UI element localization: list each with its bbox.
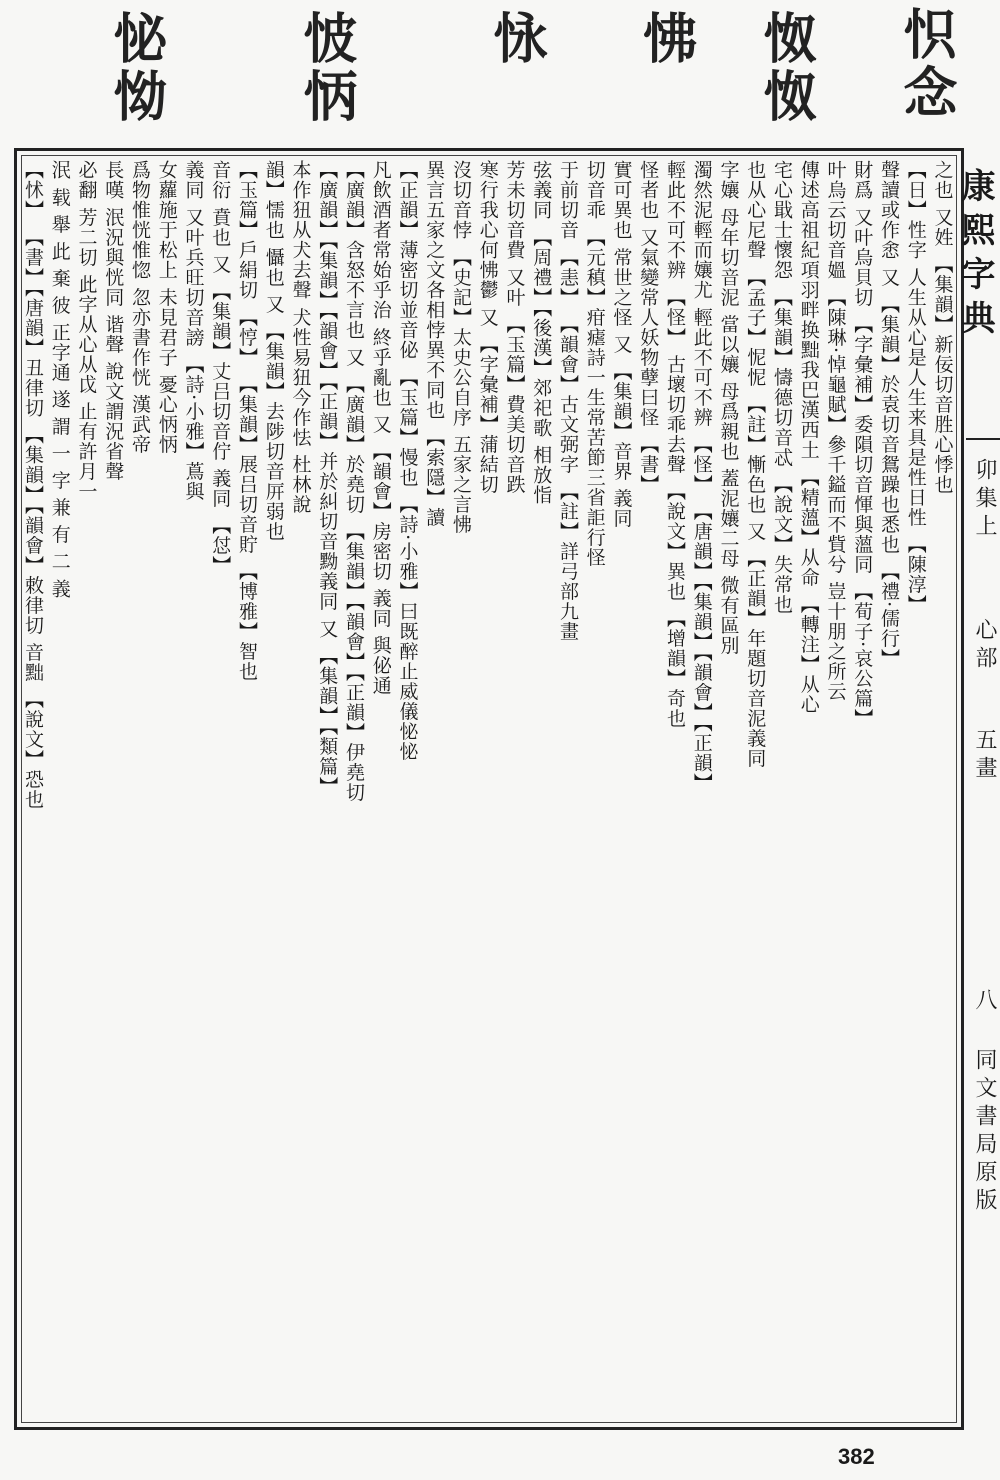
text-column: 本作狃从犬去聲 犬性易狃今作怯 杜林說	[289, 160, 312, 515]
text-column: 芳未切音費 又叶 【玉篇】費美切音跌	[503, 160, 526, 495]
collection-label: 卯集上	[972, 458, 997, 542]
strokes-label: 五畫	[972, 728, 997, 784]
text-column: 義同 又叶兵旺切音謗 【詩·小雅】蔦與	[182, 160, 205, 502]
text-column: 寒行我心何怫鬱 又 【字彙補】蒲結切	[476, 160, 499, 495]
text-column: 宅心戢士懷怨 【集韻】懤德切音忒 【說文】失常也	[771, 160, 793, 615]
radical-label: 心部	[972, 618, 997, 674]
text-column: 異言五家之文各相悖異不同也 【索隱】讀	[423, 160, 446, 528]
text-column: 濁然泥輕而孃尤 輕此不可不辨 【怪】 【唐韻】【集韻】【韻會】【正韻】	[690, 160, 713, 793]
text-column: 沒切音悖 【史記】太史公自序 五家之言怫	[450, 160, 472, 535]
text-column: 聲讀或作悆 又 【集韻】於袁切音鴛躁也悉也 【禮·儒行】	[878, 160, 900, 669]
text-column: 凡飲酒者常始乎治 終乎亂也 又 【韻會】房密切 義同 與佖通	[369, 160, 392, 696]
text-column: 女蘿施于松上 未見君子 憂心怲怲	[155, 160, 178, 455]
publisher-label: 同文書局原版	[972, 1048, 997, 1216]
text-column: 【日】性字 人生从心是人生来具是性日性 【陳淳】	[904, 160, 927, 615]
text-column: 字孃 母年切音泥 當以孃 母爲親也 蓋泥孃二母 微有區別	[717, 160, 740, 656]
side-banner	[955, 148, 1000, 1430]
text-column: 【怵】 【書】【唐韻】丑律切 【集韻】【韻會】敕律切 音黜 【說文】恐也	[22, 160, 44, 810]
page-number: 382	[838, 1444, 875, 1469]
text-column: 也从心尼聲 【孟子】怩怩 【註】慚色也 又 【正韻】年題切音泥義同	[744, 160, 767, 769]
seal-glyph-3: 怫	[635, 10, 699, 68]
side-divider	[966, 438, 1000, 440]
text-column: 于前切音 【恚】 【韻會】古文弼字 【註】詳弓部九畫	[557, 160, 579, 642]
text-column: 之也 又姓 【集韻】新佞切音胜心悸也	[931, 160, 954, 495]
book-title: 康熙字典	[955, 168, 995, 344]
text-column: 【廣韻】含怒不言也 又 【廣韻】於堯切 【集韻】【韻會】【正韻】伊堯切	[343, 160, 365, 803]
text-column: 韻】懦也 懾也 又 【集韻】去陟切音㕃弱也	[262, 160, 285, 542]
text-column: 【廣韻】【集韻】【韻會】【正韻】并於糾切音黝義同 又 【集韻】【類篇】	[316, 160, 339, 797]
text-column: 財爲 又叶烏貝切 【字彙補】委隕切音惲與薀同 【荀子·哀公篇】	[851, 160, 874, 729]
text-column: 怪者也 又氣變常人妖物孽曰怪 【書】	[637, 160, 660, 495]
text-column: 切音乖 【元稹】疳瘧詩一生常苦節三省詎行怪	[583, 160, 606, 568]
text-column: 泯 载 舉 此 棄 彼 正字通 遂 謂 一 字 兼 有 二 義	[48, 160, 71, 599]
seal-glyph-1: 怾念	[895, 6, 959, 122]
text-column: 【正韻】薄密切並音佖 【玉篇】慢也 【詩·小雅】曰既醉止威儀怭怭	[396, 160, 419, 762]
text-column: 【玉篇】戶絹切 【悙】 【集韻】展吕切音貯 【博雅】智也	[236, 160, 258, 682]
text-column: 輕此不可不辨 【怪】 古壞切乖去聲 【說文】異也 【增韻】奇也	[664, 160, 686, 729]
text-column: 長嘆 泯況與恍同 谐聲 說文謂況省聲	[102, 160, 125, 482]
seal-glyph-2: 怓怓	[755, 10, 819, 126]
entry-columns	[20, 160, 955, 1422]
seal-glyph-6: 怭怮	[105, 10, 169, 126]
text-column: 爲物惟恍惟惚 忽亦書作恍 漢武帝	[129, 160, 151, 455]
text-column: 音衍 賁也 又 【集韻】丈吕切音佇 義同 【怤】	[209, 160, 232, 576]
folio-number: 八	[972, 988, 997, 1016]
text-column: 實可異也 常世之怪 又 【集韻】音界 義同	[610, 160, 633, 529]
seal-glyph-4: 怺	[485, 10, 549, 68]
text-column: 叶烏云切音媼 【陳琳·悼龜賦】參千鎰而不貲兮 豈十朋之所云	[824, 160, 847, 702]
text-column: 弦義同 【周禮】【後漢】郊祀歌 相放恉	[530, 160, 553, 505]
text-column: 必翻 芳二切 此字从心从戉 止有許月一	[75, 160, 98, 502]
text-column: 傳述高祖紀項羽畔换黜我巴漢西土 【精薀】从命 【轉注】从心	[797, 160, 820, 715]
seal-script-band	[0, 0, 960, 150]
seal-glyph-5: 怶怲	[295, 10, 359, 126]
